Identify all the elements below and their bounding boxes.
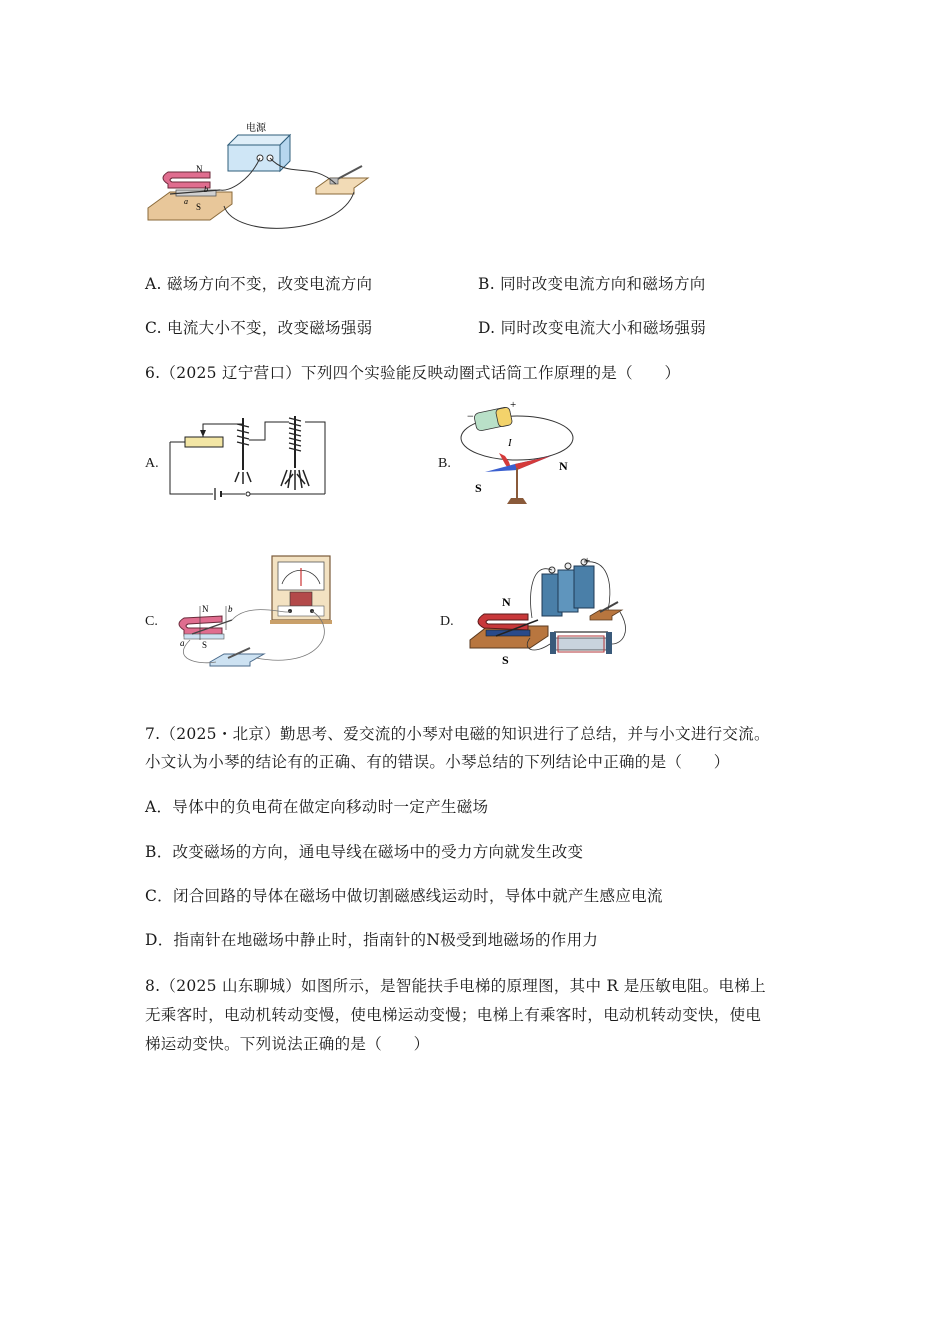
- q6d-n-label: N: [502, 595, 511, 609]
- q8-stem-line2: 无乘客时，电动机转动变慢，使电梯运动变慢；电梯上有乘客时，电动机转动变快，使电: [145, 1006, 762, 1024]
- q7-stem-line2: 小文认为小琴的结论有的正确、有的错误。小琴总结的下列结论中正确的是（ ）: [145, 753, 730, 771]
- q5-n-label: N: [196, 164, 203, 174]
- q6-figure-a[interactable]: [165, 410, 335, 500]
- q6d-plus-label: +: [584, 555, 591, 567]
- q5-option-a[interactable]: A. 磁场方向不变，改变电流方向: [145, 275, 373, 293]
- q6d-s-label: S: [502, 653, 509, 667]
- q6b-s-label: S: [475, 481, 482, 495]
- q6b-n-label: N: [559, 459, 568, 473]
- q6-option-d-label[interactable]: D.: [440, 614, 454, 629]
- q6-figure-d[interactable]: [462, 552, 637, 672]
- q8-stem-line3: 梯运动变快。下列说法正确的是（ ）: [145, 1035, 430, 1053]
- q6c-n-label: N: [202, 604, 209, 614]
- q6-option-c-label[interactable]: C.: [145, 614, 158, 629]
- q6-figure-b[interactable]: [455, 400, 585, 510]
- q5-s-label: S: [196, 202, 202, 212]
- q6b-plus-label: +: [510, 400, 517, 411]
- q5-option-d[interactable]: D. 同时改变电流大小和磁场强弱: [478, 319, 707, 337]
- q5-option-b[interactable]: B. 同时改变电流方向和磁场方向: [478, 275, 706, 293]
- q7-stem-line1: 7.（2025・北京）勤思考、爱交流的小琴对电磁的知识进行了总结，并与小文进行交流。: [145, 725, 770, 743]
- q6-stem: 6.（2025 辽宁营口）下列四个实验能反映动圈式话筒工作原理的是（ ）: [145, 364, 681, 382]
- q8-stem-line1: 8.（2025 山东聊城）如图所示，是智能扶手电梯的原理图，其中 R 是压敏电阻。电梯上: [145, 977, 766, 995]
- q7-option-b[interactable]: B．改变磁场的方向，通电导线在磁场中的受力方向就发生改变: [145, 843, 584, 861]
- q7-option-c[interactable]: C．闭合回路的导体在磁场中做切割磁感线运动时，导体中就产生感应电流: [145, 887, 663, 905]
- q6b-minus-label: −: [467, 409, 474, 423]
- q6c-a-label: a: [180, 638, 185, 648]
- q6c-s-label: S: [202, 640, 208, 650]
- q5-a-label: a: [184, 197, 188, 206]
- q5-option-c[interactable]: C. 电流大小不变，改变磁场强弱: [145, 319, 373, 337]
- q5-figure: [140, 120, 380, 240]
- q6-option-b-label[interactable]: B.: [438, 456, 451, 471]
- q6-figure-c[interactable]: [170, 550, 345, 675]
- q6c-b-label: b: [228, 604, 233, 614]
- q5-b-label: b: [204, 185, 208, 194]
- q7-option-d[interactable]: D．指南针在地磁场中静止时，指南针的N极受到地磁场的作用力: [145, 931, 599, 949]
- q7-option-a[interactable]: A．导体中的负电荷在做定向移动时一定产生磁场: [145, 798, 489, 816]
- q6-option-a-label[interactable]: A.: [145, 456, 159, 471]
- q6b-current-label: I: [508, 437, 512, 449]
- q5-power-label: 电源: [246, 123, 266, 134]
